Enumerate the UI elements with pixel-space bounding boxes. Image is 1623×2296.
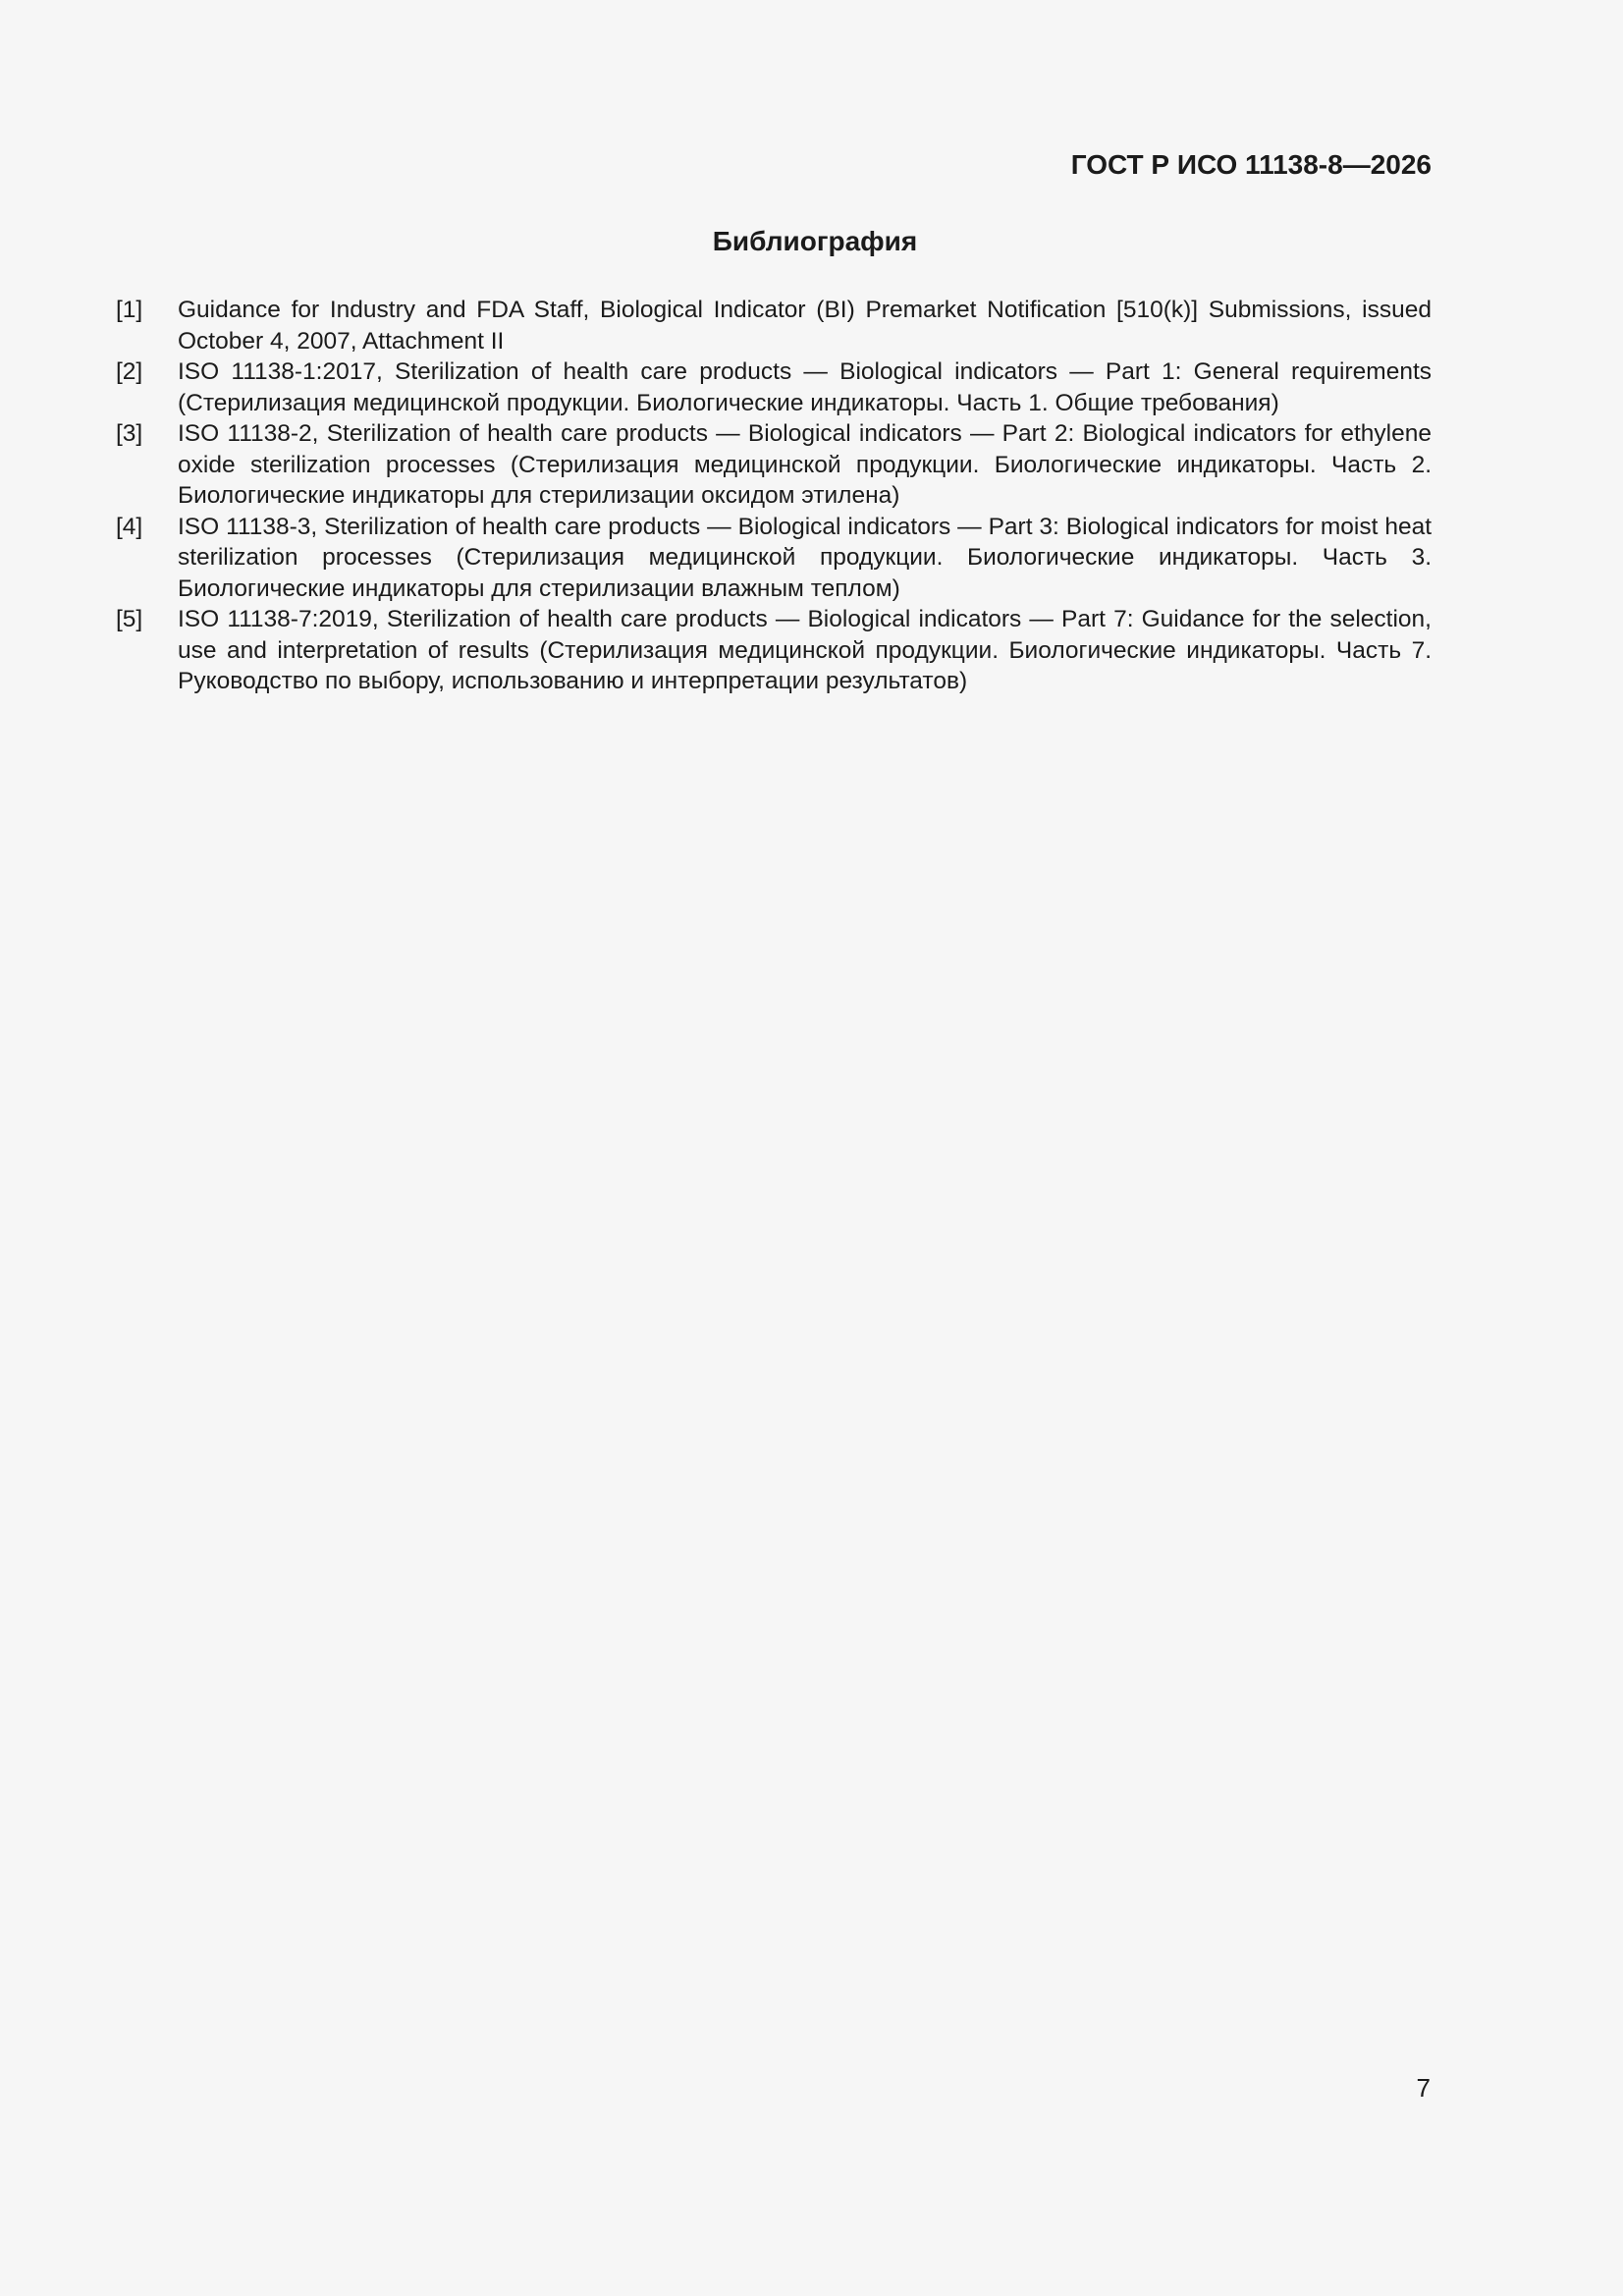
entry-number: [1] bbox=[116, 297, 143, 323]
bibliography-entry bbox=[116, 418, 1432, 512]
bibliography-entry bbox=[116, 604, 1432, 697]
entry-number: [5] bbox=[116, 606, 143, 632]
bibliography-entry bbox=[116, 356, 1432, 418]
page-number: 7 bbox=[1416, 2073, 1431, 2103]
entry-number: [3] bbox=[116, 420, 143, 447]
bibliography-list bbox=[116, 295, 1432, 697]
entry-text: Guidance for Industry and FDA Staff, Biological Indicator (BI) Premarket Notification [510(k)] Submissions, issued October 4, 2007, Attachment II bbox=[178, 297, 1432, 355]
entry-number: [4] bbox=[116, 513, 143, 540]
document-code: ГОСТ Р ИСО 11138-8—2026 bbox=[1070, 149, 1432, 180]
bibliography-entry bbox=[116, 512, 1432, 605]
entry-text: ISO 11138-3, Sterilization of health care products — Biological indicators — Part 3: Biological indicators for moist heat sterilization processes (Стерилизация медицинской продукции. Биологические индикаторы. Часть 3. Биологические индикаторы для стерилизации влажным теплом) bbox=[178, 513, 1432, 602]
bibliography-title: Библиография bbox=[712, 226, 918, 256]
bibliography-entry bbox=[116, 295, 1432, 356]
entry-number: [2] bbox=[116, 358, 143, 385]
entry-text: ISO 11138-2, Sterilization of health care products — Biological indicators — Part 2: Biological indicators for ethylene oxide sterilization processes (Стерилизация медицинской продукции. Биологические индикаторы. Часть 2. Биологические индикаторы для стерилизации оксидом этилена) bbox=[178, 420, 1432, 509]
entry-text: ISO 11138-1:2017, Sterilization of health care products — Biological indicators — Part 1: General requirements (Стерилизация медицинской продукции. Биологические индикаторы. Часть 1. Общие требования) bbox=[178, 358, 1432, 416]
entry-text: ISO 11138-7:2019, Sterilization of health care products — Biological indicators — Part 7: Guidance for the selection, use and interpretation of results (Стерилизация медицинской продукции. Биологические индикаторы. Часть 7. Руководство по выбору, использованию и интерпретации результатов) bbox=[178, 606, 1432, 694]
